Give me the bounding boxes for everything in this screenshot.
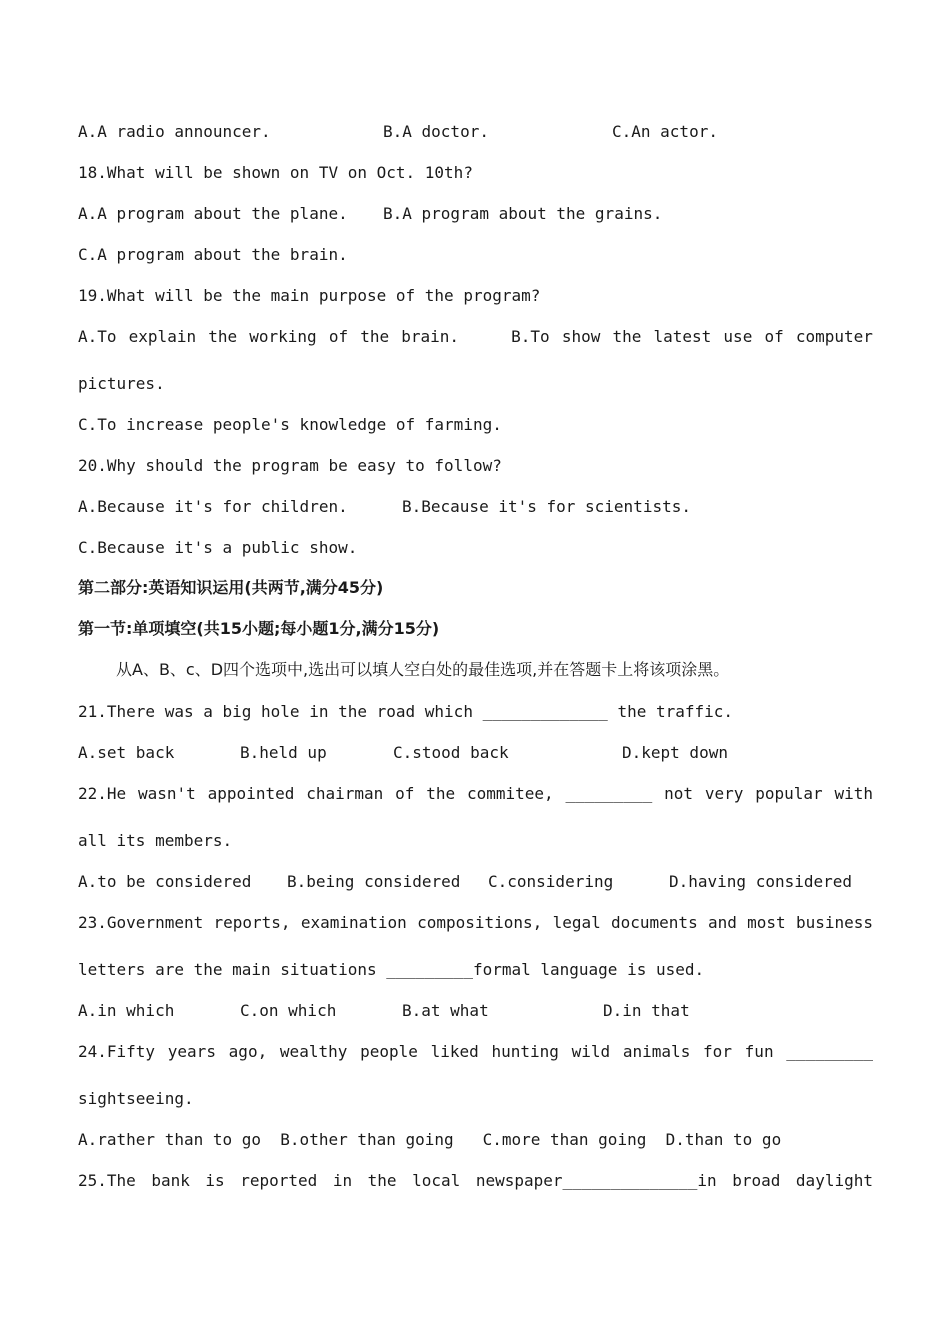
section-one-title: 第一节:单项填空(共15小题;每小题1分,满分15分)	[78, 619, 440, 638]
q21-option-c: C.stood back	[393, 743, 509, 762]
q23-option-d: D.in that	[603, 1001, 690, 1020]
q23-stem-line1	[78, 913, 873, 933]
word: the	[208, 327, 238, 346]
word: liked	[430, 1042, 479, 1061]
q19-stem: 19.What will be the main purpose of the program?	[78, 286, 541, 305]
word: examination	[300, 913, 407, 932]
word: appointed	[207, 784, 295, 803]
q24-stem-line1	[78, 1042, 873, 1062]
word: show	[561, 327, 601, 346]
word: daylight	[795, 1171, 873, 1190]
q20-option-b: B.Because it's for scientists.	[402, 497, 691, 516]
q24-options: A.rather than to go B.other than going C.more than going D.than to go	[78, 1130, 782, 1149]
word: use	[723, 327, 753, 346]
word: of	[395, 784, 415, 803]
word: of	[328, 327, 349, 346]
q18-option-b: B.A program about the grains.	[383, 204, 663, 223]
word: animals	[622, 1042, 691, 1061]
word: people	[360, 1042, 418, 1061]
q21-stem: 21.There was a big hole in the road which _____________ the traffic.	[78, 702, 734, 721]
word: brain.	[401, 327, 460, 346]
word: the	[612, 327, 642, 346]
q18-stem: 18.What will be shown on TV on Oct. 10th?	[78, 163, 473, 182]
q22-stem-line2: all its members.	[78, 831, 233, 850]
q23-stem-line2: letters are the main situations _________formal language is used.	[78, 960, 705, 979]
word: reports,	[213, 913, 291, 932]
word: compositions,	[417, 913, 543, 932]
word: the	[367, 1171, 397, 1190]
word: popular	[755, 784, 823, 803]
word: the	[426, 784, 456, 803]
q18-option-c: C.A program about the brain.	[78, 245, 348, 264]
word: not	[664, 784, 693, 803]
word: in	[332, 1171, 353, 1190]
word: of	[764, 327, 784, 346]
q17-option-a: A.A radio announcer.	[78, 122, 271, 141]
q22-option-d: D.having considered	[669, 872, 853, 891]
section-instruction: 从A、B、c、D四个选项中,选出可以填人空白处的最佳选项,并在答题卡上将该项涂黑。	[116, 660, 730, 679]
q19-option-c: C.To increase people's knowledge of farming.	[78, 415, 502, 434]
word: is	[205, 1171, 225, 1190]
word: legal	[552, 913, 601, 932]
q22-option-a: A.to be considered	[78, 872, 252, 891]
word: for	[703, 1042, 732, 1061]
word: bank	[151, 1171, 190, 1190]
q17-option-b: B.A doctor.	[383, 122, 489, 141]
word: chairman	[306, 784, 384, 803]
q23-option-c: C.on which	[240, 1001, 337, 1020]
word: B.To	[511, 327, 550, 346]
word: explain	[128, 327, 197, 346]
word: wild	[571, 1042, 611, 1061]
word: wealthy	[279, 1042, 348, 1061]
word: A.To	[78, 327, 117, 346]
q20-option-c: C.Because it's a public show.	[78, 538, 358, 557]
q19-option-b-continued: pictures.	[78, 374, 165, 393]
q19-options-ab-line	[78, 327, 873, 347]
part-two-title: 第二部分:英语知识运用(共两节,满分45分)	[78, 578, 384, 597]
q25-stem-line1	[78, 1171, 873, 1191]
word: broad	[732, 1171, 781, 1190]
blank: _________	[786, 1042, 873, 1061]
word: years	[167, 1042, 216, 1061]
word: ago,	[228, 1042, 268, 1061]
word: with	[834, 784, 873, 803]
word: wasn't	[138, 784, 196, 803]
word: fun	[744, 1042, 774, 1061]
word: the	[360, 327, 390, 346]
word: working	[249, 327, 317, 346]
q21-option-a: A.set back	[78, 743, 175, 762]
q23-option-b: B.at what	[402, 1001, 489, 1020]
word: and	[707, 913, 737, 932]
word: hunting	[491, 1042, 559, 1061]
q18-option-a: A.A program about the plane.	[78, 204, 348, 223]
blank: _________	[565, 784, 653, 803]
q24-stem-line2: sightseeing.	[78, 1089, 194, 1108]
word: 22.He	[78, 784, 127, 803]
word: reported	[240, 1171, 318, 1190]
q20-stem: 20.Why should the program be easy to follow?	[78, 456, 502, 475]
q17-option-c: C.An actor.	[612, 122, 718, 141]
word: 24.Fifty	[78, 1042, 156, 1061]
q21-option-b: B.held up	[240, 743, 327, 762]
word: latest	[653, 327, 712, 346]
word: commitee,	[466, 784, 554, 803]
word: business	[795, 913, 873, 932]
word: 25.The	[78, 1171, 136, 1190]
word: documents	[611, 913, 698, 932]
q22-option-c: C.considering	[488, 872, 614, 891]
word: newspaper______________in	[475, 1171, 717, 1190]
word: most	[747, 913, 786, 932]
word: 23.Government	[78, 913, 204, 932]
word: computer	[795, 327, 873, 346]
word: very	[704, 784, 744, 803]
q23-option-a: A.in which	[78, 1001, 175, 1020]
word: local	[412, 1171, 461, 1190]
q20-option-a: A.Because it's for children.	[78, 497, 348, 516]
q22-stem-line1	[78, 784, 873, 804]
q22-option-b: B.being considered	[287, 872, 461, 891]
q21-option-d: D.kept down	[622, 743, 728, 762]
